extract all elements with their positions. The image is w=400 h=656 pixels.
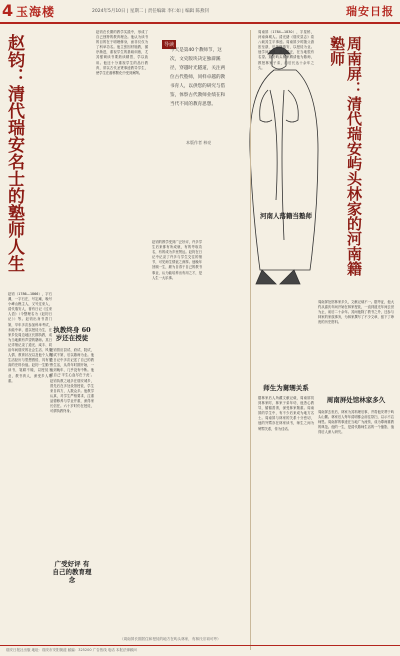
left-subhead-1: 执教终身 60岁还在授徒: [53, 326, 91, 342]
left-col-2: 赵钧曾应县试、府试、院试，屡试不第，后以塾师为业。他在日记中多次记述了自己的教书生活，从青年时期开始，一直到晚年，几乎没有中断。他说自己‘半生心血尽在于此’。赵钧执教之地多在瑞安城乡，曾先后在多处设馆授徒，学生来自四方，人数众多。他教学认真，对学生严格要求，注重品德修养与学业并重，深得家长信任。六十岁时仍在授徒，可谓执教终身。: [50, 348, 94, 414]
page-header: [0, 0, 400, 24]
left-subhead-2: 广受好评 有自己的教育理念: [52, 560, 92, 584]
right-subhead-1: 河南人落籍当塾师: [260, 212, 312, 220]
left-article-title: 赵钧：清代瑞安名士的塾师人生: [4, 34, 24, 272]
right-col-1: 周南屏（1784—1830），字星桥，河南商城人。清光绪《瑞安县志》卷八载其生平事迹。周南屏少时随父游宦至浙，后落籍瑞安，以授徒为业。他学问渊博，品行端正，在当地很有名望。瑞安屿头林家聘请他为塾师，教授林家子弟，前后长达十余年之久。: [258, 30, 314, 70]
right-subhead-3: 周南屏处馆林家多久: [326, 396, 386, 404]
right-col-2: 据林家后人所藏文献记载，周南屏初到林家时，林家子弟年幼，他悉心教导，循循善诱，深受林家敬重。周南屏的学生中，有不少后来成为地方名士。周南屏与林家的关系十分密切，他的外甥亦在林家读书，师生之间为舅甥关系，传为佳话。: [258, 396, 314, 431]
page-number: 4: [2, 1, 14, 20]
intro-tag: 导读: [164, 42, 175, 48]
right-col-3: 周南屏处馆林家多久，文献记载不一。据考证，他大约从嘉庆年间开始在林家授徒，一直到道光年间去世为止，前后二十余年。其间他除了教书之外，还参与林家的家族事务，为林家撰写了不少文章，留下了珍贵的历史资料。: [318, 300, 394, 325]
right-subhead-2: 师生为舅甥关系: [263, 384, 309, 392]
section-name: 玉海楼: [16, 5, 56, 19]
left-col-1: 赵钧（1786—1866），字石渊，一字石庄，号定庵，晚号小峰山樵主人，又号过来人，清代瑞安人，著有日记《过来人语》（今整理名为《赵钧日记》）等。赵钧出身书香门第，早年多次参加科举考试，未能中举，遂以授徒为生，在家乡及周边地区长期执教，成为当地颇有声望的塾师。其日记详细记录了道光、咸丰、同治年间瑞安的社会生活、风俗人情、教育状况以及他个人的生活经历与思想感悟，具有很高的史料价值。赵钧一生勤于读书，笔耕不辍，以授徒为业，教书育人，深受乡人敬重。: [8, 292, 52, 383]
footer-text: 瑞安日报社出版 地址：瑞安市安阳街道 邮编：325200 广告热线 电话 本报法律顾问: [6, 648, 137, 652]
intro-credit: 本版作者 林亮: [186, 140, 212, 145]
issue-meta: 2024年5月10日 | 星期二 | 责任编辑 李仁如 | 编辑 陈燕钊: [92, 9, 210, 14]
right-col-4: 周南屏去世后，林家为其料理后事，并将他安葬于屿头山麓。林家后人每年清明都会前往祭扫，以示不忘师恩。周南屏的事迹在当地广为流传，成为尊师重教的典范。他的一生，是清代塾师生活的一个缩影，值得后人深入研究。: [318, 410, 394, 435]
intro-quote: 今天是第40个教师节，这次，文史版块决定独辟蹊径，穿越时光隧道，关注两位古代塾师，同样卓越的教书育人，以供您的研究与借鉴，体察古代教师业绩在和当代不同的教育思想。: [170, 48, 226, 107]
paper-logo: 瑞安日报: [346, 5, 394, 18]
left-col-4: 赵钧的教学受到广泛好评，许多学生后来都有所成就，有的考取功名，有的成为乡里贤达。赵钧在日记中记录了许多与学生交往的细节，可见师生情谊之深厚。他晚年回顾一生，颇为自得于自己的教书事业，认为能培养出有用之才，是人生一大乐事。: [152, 240, 202, 280]
left-col-3: 赵钧在长期的教学实践中，形成了自己独特的教育理念。他认为读书的目的在于明理修身，而非仅仅为了科举功名。他主张因材施教，循序渐进，重视学生的基础训练，尤其强调读书要熟读精思，学以致用。他还十分重视学生的品行教育，常以古代圣贤事迹教导学生，使学生在潜移默化中受到熏陶。: [96, 30, 148, 75]
page-footer: [0, 645, 400, 656]
right-article-title: 周南屏：清代瑞安屿头林家的河南籍塾师: [328, 36, 363, 276]
page-footnote: （周南屏长期居住和授徒的地方在屿头林家，有林氏宗祠可考）: [120, 637, 221, 641]
column-divider: [250, 30, 251, 650]
